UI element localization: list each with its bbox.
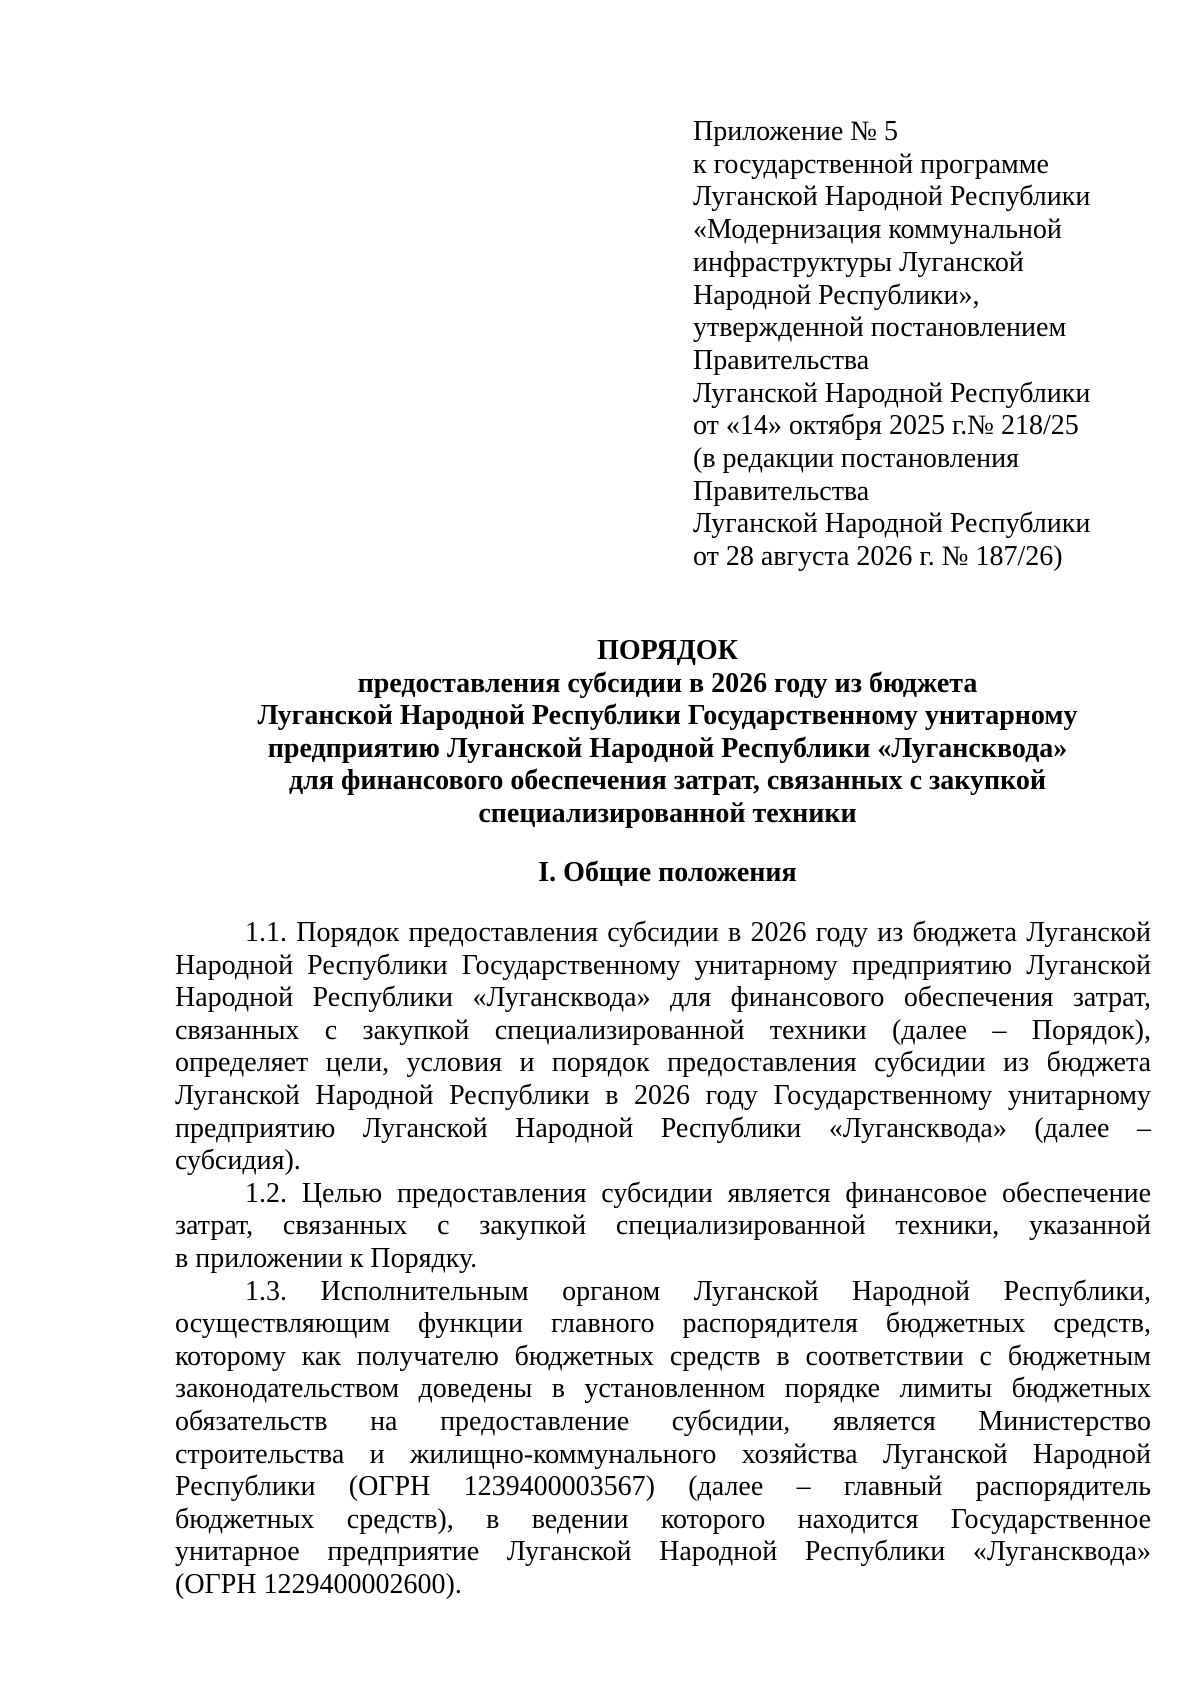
text-line: субсидия). <box>175 1145 301 1177</box>
title-line: для финансового обеспечения затрат, связанных с закупкой <box>288 765 1047 796</box>
appendix-line: от «14» октября 2025 г.№ 218/25 <box>693 410 1079 442</box>
appendix-line: Приложение № 5 <box>693 116 898 147</box>
appendix-line: «Модернизация коммунальной <box>693 214 1062 246</box>
text-line: 1.1. Порядок предоставления субсидии в 2026 году из бюджета Луганской <box>245 917 1151 948</box>
text-line: определяет цели, условия и порядок предоставления субсидии из бюджета <box>175 1047 1151 1079</box>
text-line: Луганской Народной Республики в 2026 году Государственному унитарному <box>175 1079 1151 1111</box>
text-line: которому как получателю бюджетных средств в соответствии с бюджетным <box>175 1340 1151 1372</box>
title-line: предприятию Луганской Народной Республики «Лугансквода» <box>267 732 1068 764</box>
paragraph-1-1 <box>175 917 1151 1178</box>
paragraph-1-2 <box>175 1178 1151 1276</box>
text-line: затрат, связанных с закупкой специализированной техники, указанной <box>175 1210 1151 1242</box>
paragraph-1-3 <box>175 1276 1151 1602</box>
text-line: 1.3. Исполнительным органом Луганской Народной Республики, <box>245 1275 1151 1307</box>
appendix-line: утвержденной постановлением <box>693 312 1067 344</box>
text-line: (ОГРН 1229400002600). <box>175 1568 462 1600</box>
appendix-line: Луганской Народной Республики <box>693 377 1091 409</box>
appendix-line: Народной Республики», <box>693 279 980 311</box>
text-line: законодательством доведены в установленном порядке лимиты бюджетных <box>175 1373 1151 1405</box>
appendix-line: (в редакции постановления <box>693 443 1020 475</box>
text-line: 1.2. Целью предоставления субсидии является финансовое обеспечение <box>245 1177 1151 1209</box>
text-line: Республики (ОГРН 1239400003567) (далее – главный распорядитель <box>175 1471 1151 1503</box>
text-line: унитарное предприятие Луганской Народной Республики «Лугансквода» <box>175 1536 1151 1568</box>
appendix-line: Правительства <box>693 344 870 376</box>
title-line: специализированной техники <box>478 797 857 829</box>
text-line: Народной Республики «Лугансквода» для финансового обеспечения затрат, <box>175 982 1151 1014</box>
appendix-note <box>693 116 1163 574</box>
appendix-line: Луганской Народной Республики <box>693 181 1091 213</box>
text-line: в приложении к Порядку. <box>175 1242 478 1274</box>
text-line: осуществляющим функции главного распорядителя бюджетных средств, <box>175 1308 1151 1340</box>
text-line: предприятию Луганской Народной Республики «Лугансквода» (далее – <box>175 1112 1151 1144</box>
title-line: Луганской Народной Республики Государственному унитарному <box>257 700 1078 731</box>
appendix-line: от 28 августа 2026 г. № 187/26) <box>693 541 1063 573</box>
section-heading: I. Общие положения <box>538 857 797 888</box>
text-line: обязательств на предоставление субсидии, является Министерство <box>175 1405 1151 1437</box>
appendix-line: инфраструктуры Луганской <box>693 246 1024 278</box>
title-line: предоставления субсидии в 2026 году из бюджета <box>357 667 978 699</box>
text-line: Народной Республики Государственному унитарному предприятию Луганской <box>175 949 1151 981</box>
appendix-line: к государственной программе <box>693 148 1049 180</box>
text-line: бюджетных средств), в ведении которого находится Государственное <box>175 1503 1151 1535</box>
appendix-line: Луганской Народной Республики <box>693 508 1091 540</box>
body-text <box>175 917 1151 1601</box>
title-heading: ПОРЯДОК <box>597 635 738 666</box>
document-title <box>175 635 1160 830</box>
appendix-line: Правительства <box>693 475 870 507</box>
text-line: строительства и жилищно-коммунального хозяйства Луганской Народной <box>175 1438 1151 1470</box>
text-line: связанных с закупкой специализированной техники (далее – Порядок), <box>175 1014 1151 1046</box>
